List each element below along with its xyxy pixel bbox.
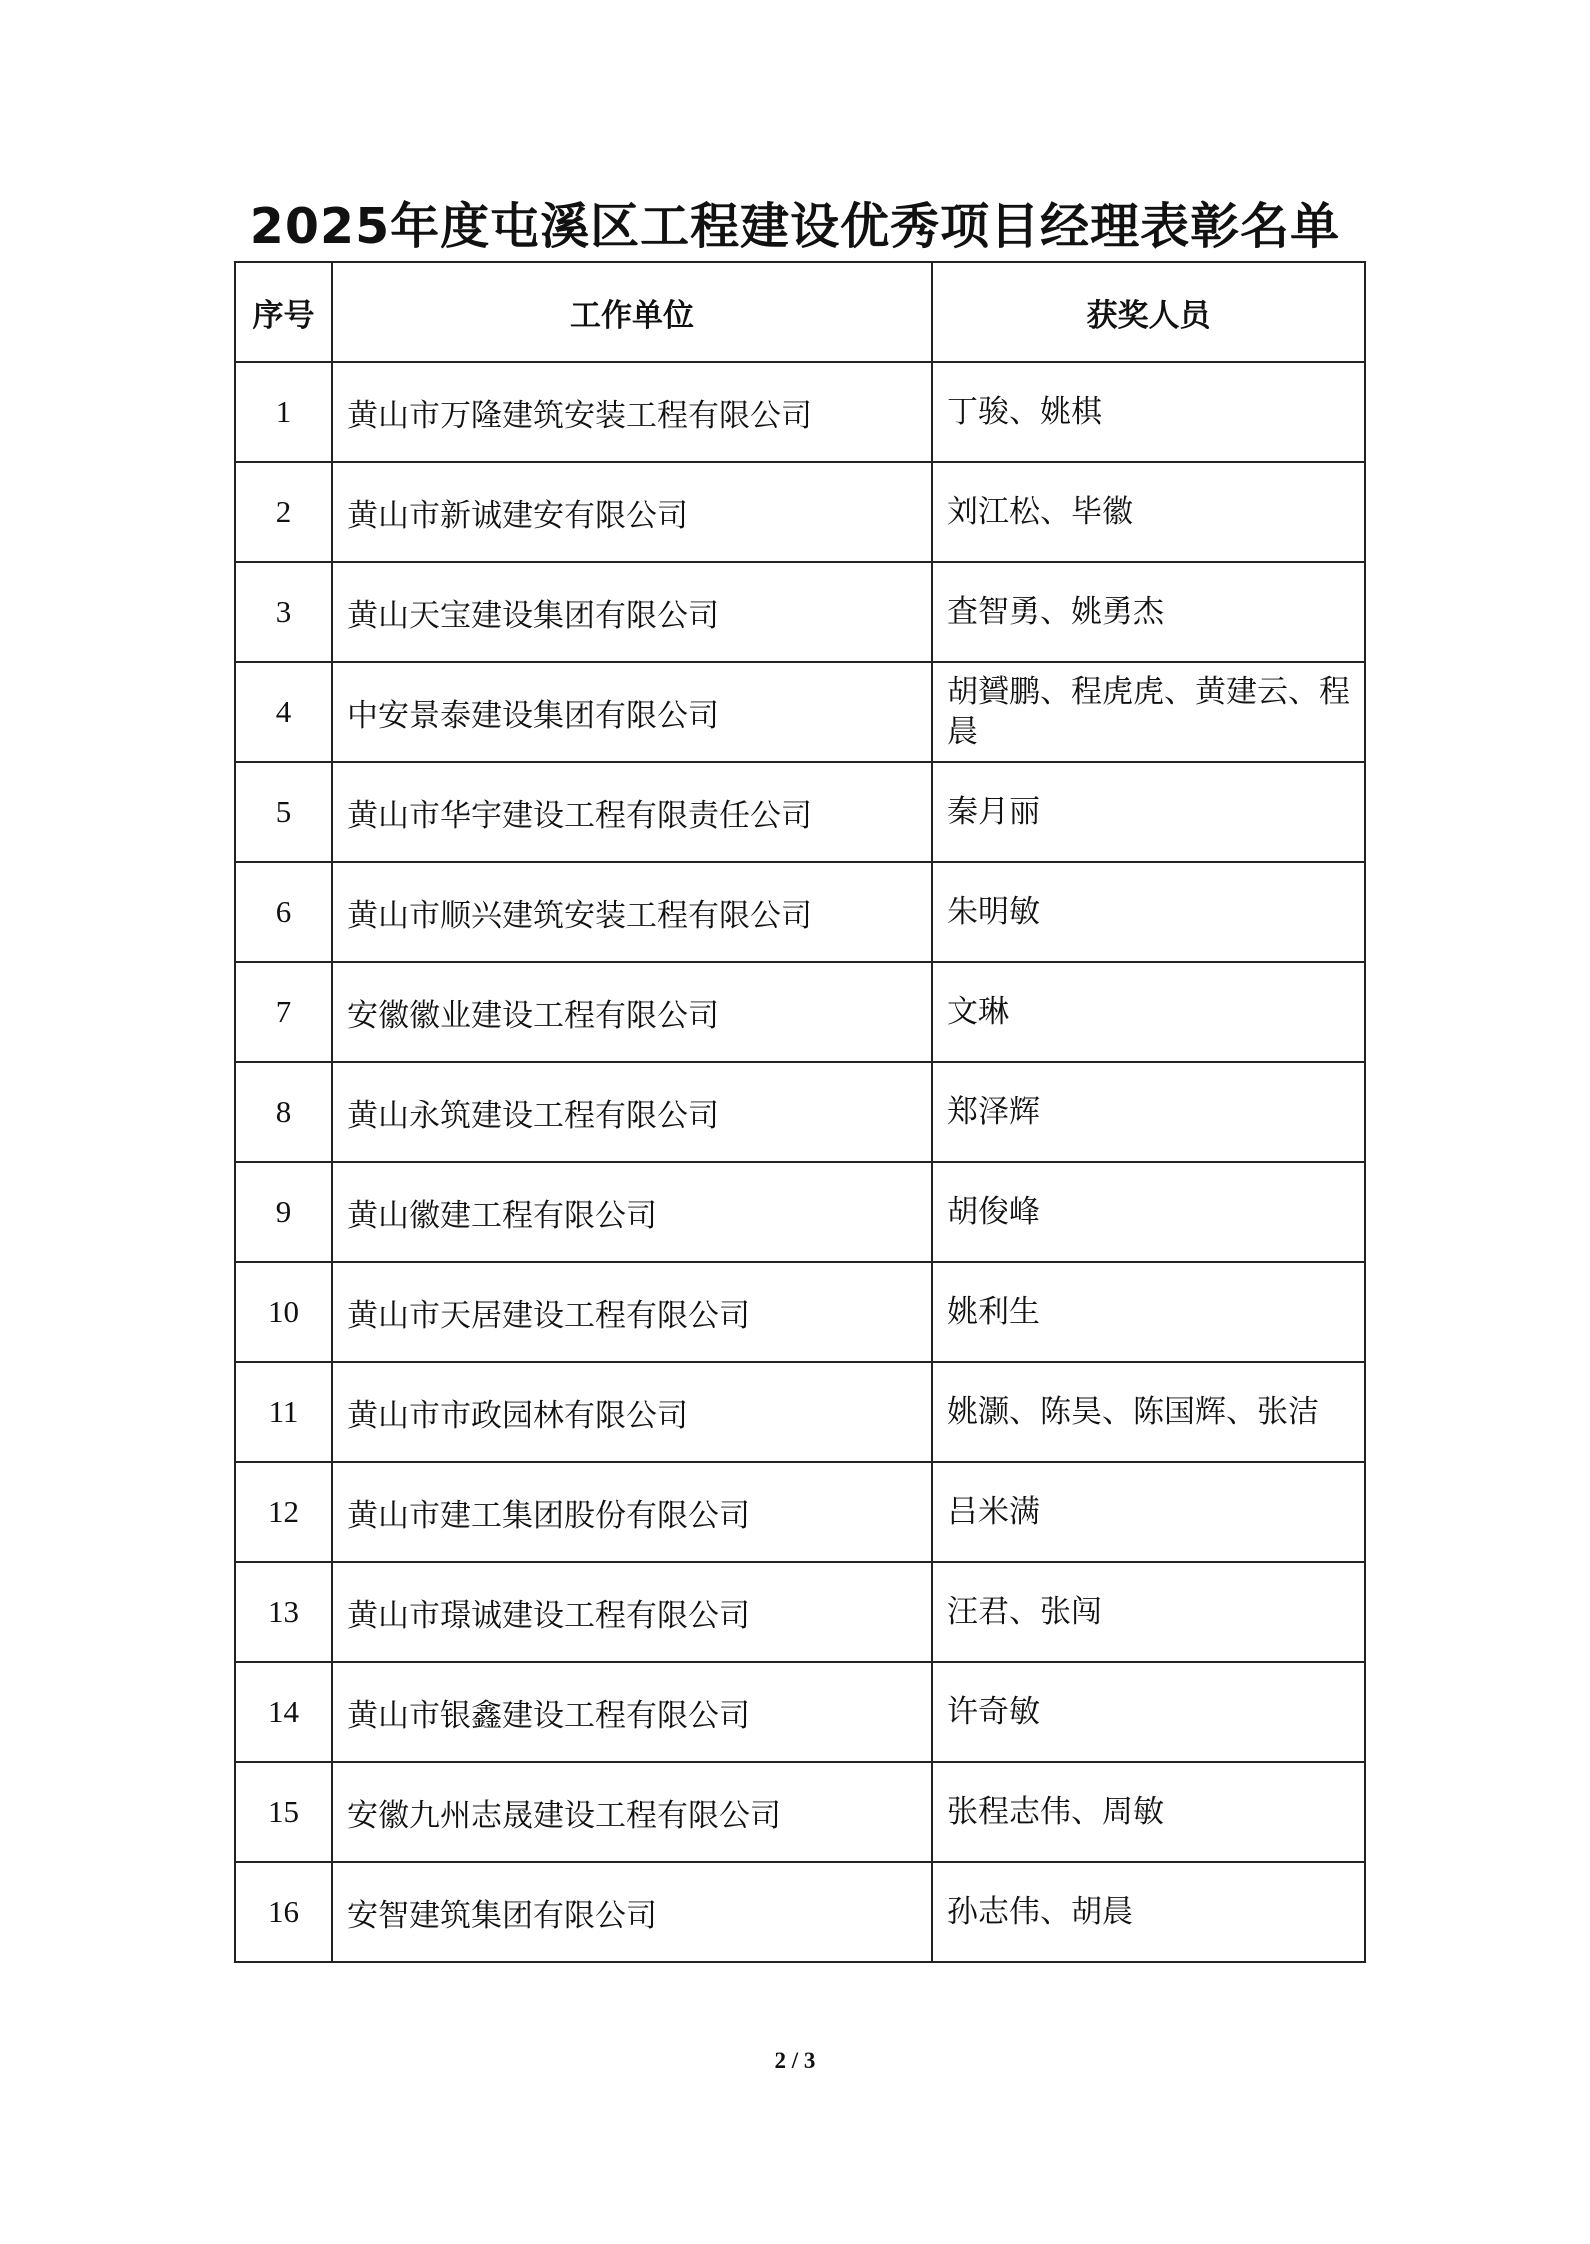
table-row [235,1762,1365,1862]
table-row [235,1362,1365,1462]
row-name: 文琳 [932,962,1365,1062]
row-name: 吕米满 [932,1462,1365,1562]
table-row [235,962,1365,1062]
header-name: 获奖人员 [932,262,1365,362]
row-name: 胡俊峰 [932,1162,1365,1262]
table-row [235,1462,1365,1562]
row-unit: 安徽徽业建设工程有限公司 [332,962,932,1062]
table-row [235,1862,1365,1962]
row-unit: 黄山市银鑫建设工程有限公司 [332,1662,932,1762]
row-name: 秦月丽 [932,762,1365,862]
table-row [235,362,1365,462]
row-no: 7 [235,962,332,1062]
row-unit: 黄山市华宇建设工程有限责任公司 [332,762,932,862]
row-unit: 黄山天宝建设集团有限公司 [332,562,932,662]
row-no: 13 [235,1562,332,1662]
table-row [235,462,1365,562]
table-header-row [235,262,1365,362]
row-no: 15 [235,1762,332,1862]
row-name: 孙志伟、胡晨 [932,1862,1365,1962]
header-unit: 工作单位 [332,262,932,362]
row-no: 16 [235,1862,332,1962]
row-name: 丁骏、姚棋 [932,362,1365,462]
table-row [235,662,1365,762]
row-name: 姚利生 [932,1262,1365,1362]
table-row [235,862,1365,962]
row-unit: 中安景泰建设集团有限公司 [332,662,932,762]
row-name: 姚灏、陈昊、陈国辉、张洁 [932,1362,1365,1462]
row-unit: 黄山市建工集团股份有限公司 [332,1462,932,1562]
row-no: 8 [235,1062,332,1162]
header-no: 序号 [235,262,332,362]
row-no: 10 [235,1262,332,1362]
page-title: 2025年度屯溪区工程建设优秀项目经理表彰名单 [249,198,1341,255]
table-row [235,1662,1365,1762]
award-table [234,261,1366,1963]
row-unit: 黄山市新诚建安有限公司 [332,462,932,562]
row-no: 3 [235,562,332,662]
row-no: 1 [235,362,332,462]
row-name: 朱明敏 [932,862,1365,962]
row-unit: 黄山市天居建设工程有限公司 [332,1262,932,1362]
table-row [235,1262,1365,1362]
row-unit: 安智建筑集团有限公司 [332,1862,932,1962]
row-no: 12 [235,1462,332,1562]
row-name: 郑泽辉 [932,1062,1365,1162]
row-name: 胡贇鹏、程虎虎、黄建云、程晨 [932,662,1365,762]
row-no: 9 [235,1162,332,1262]
row-unit: 黄山市璟诚建设工程有限公司 [332,1562,932,1662]
row-no: 14 [235,1662,332,1762]
page-number: 2 / 3 [774,2048,816,2073]
table-row [235,1162,1365,1262]
row-name: 张程志伟、周敏 [932,1762,1365,1862]
row-unit: 黄山永筑建设工程有限公司 [332,1062,932,1162]
table-row [235,762,1365,862]
row-unit: 黄山市万隆建筑安装工程有限公司 [332,362,932,462]
row-no: 5 [235,762,332,862]
row-unit: 黄山徽建工程有限公司 [332,1162,932,1262]
row-unit: 安徽九州志晟建设工程有限公司 [332,1762,932,1862]
row-no: 2 [235,462,332,562]
row-unit: 黄山市顺兴建筑安装工程有限公司 [332,862,932,962]
row-name: 査智勇、姚勇杰 [932,562,1365,662]
row-no: 6 [235,862,332,962]
row-name: 许奇敏 [932,1662,1365,1762]
table-row [235,1062,1365,1162]
table-row [235,562,1365,662]
table-row [235,1562,1365,1662]
row-unit: 黄山市市政园林有限公司 [332,1362,932,1462]
row-no: 4 [235,662,332,762]
row-no: 11 [235,1362,332,1462]
row-name: 刘江松、毕徽 [932,462,1365,562]
row-name: 汪君、张闯 [932,1562,1365,1662]
